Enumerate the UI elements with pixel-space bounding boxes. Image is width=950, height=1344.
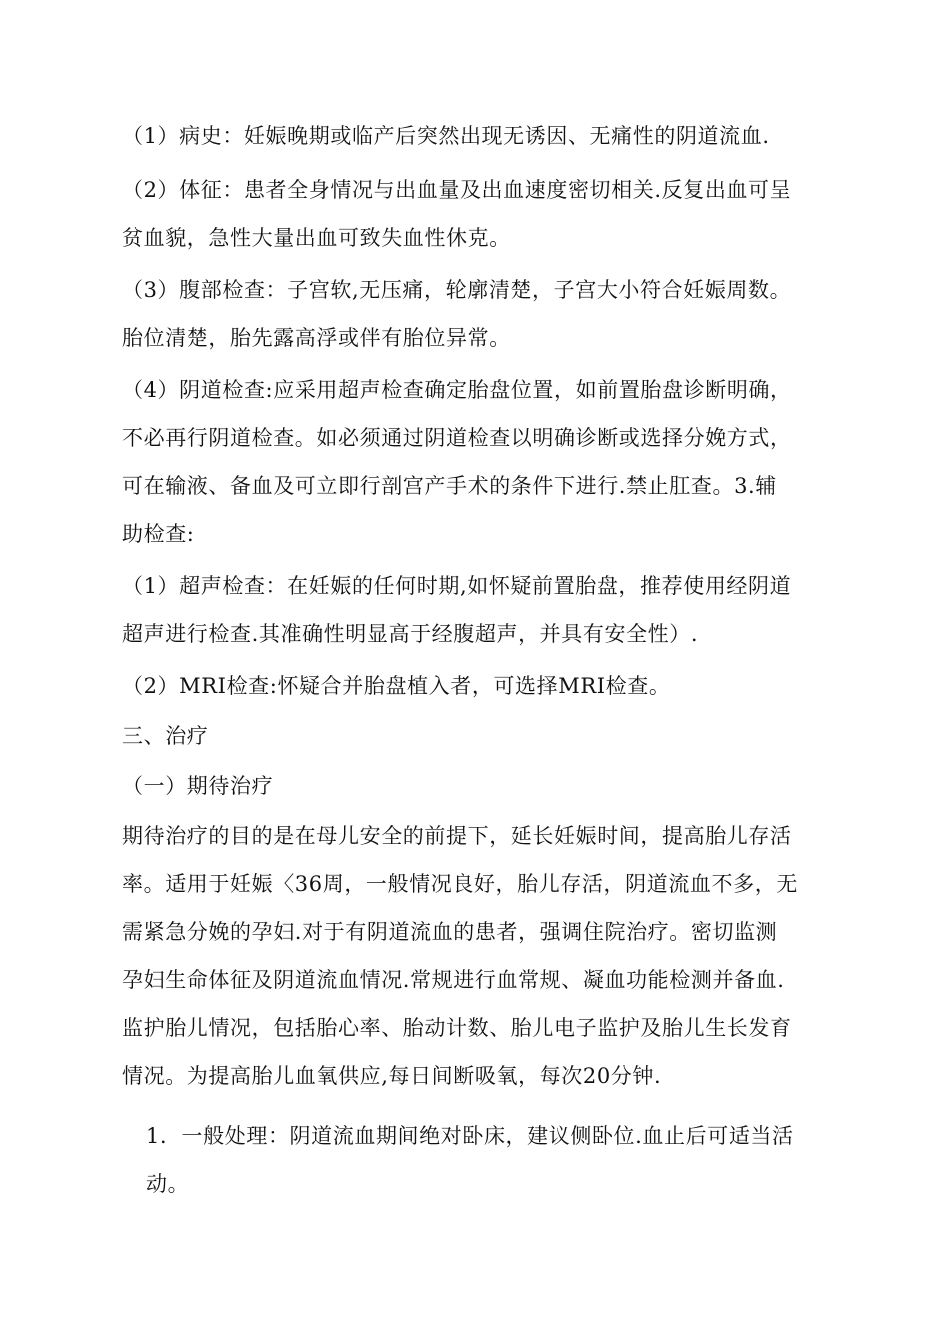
paragraph-ultrasound (122, 562, 832, 658)
text-line: （4）阴道检查:应采用超声检查确定胎盘位置，如前置胎盘诊断明确， (122, 378, 792, 402)
text-line: 1．一般处理：阴道流血期间绝对卧床，建议侧卧位.血止后可适当活 (146, 1124, 794, 1148)
paragraph-signs (122, 166, 832, 262)
paragraph-mri (122, 662, 832, 710)
text-line: 三、治疗 (122, 724, 209, 748)
text-line: 监护胎儿情况，包括胎心率、胎动计数、胎儿电子监护及胎儿生长发育 (122, 1016, 792, 1040)
text-line: 率。适用于妊娠〈36周，一般情况良好，胎儿存活，阴道流血不多，无 (122, 872, 798, 896)
list-item-general-care (146, 1112, 832, 1208)
paragraph-vaginal-exam (122, 366, 832, 558)
text-line: （1）超声检查：在妊娠的任何时期,如怀疑前置胎盘，推荐使用经阴道 (122, 574, 792, 598)
paragraph-history (122, 112, 832, 160)
paragraph-abdominal-exam (122, 266, 832, 362)
text-line: 超声进行检查.其准确性明显高于经腹超声，并具有安全性）. (122, 622, 699, 646)
text-line: 需紧急分娩的孕妇.对于有阴道流血的患者，强调住院治疗。密切监测 (122, 920, 778, 944)
text-line: （3）腹部检查：子宫软,无压痛，轮廓清楚，子宫大小符合妊娠周数。 (122, 278, 792, 302)
text-line: 不必再行阴道检查。如必须通过阴道检查以明确诊断或选择分娩方式， (122, 426, 792, 450)
section-heading-treatment (122, 712, 832, 760)
text-line: （2）MRI检查:怀疑合并胎盘植入者，可选择MRI检查。 (122, 674, 671, 698)
subsection-heading-expectant (122, 762, 832, 810)
text-line: 期待治疗的目的是在母儿安全的前提下，延长妊娠时间，提高胎儿存活 (122, 824, 792, 848)
text-line: （2）体征：患者全身情况与出血量及出血速度密切相关.反复出血可呈 (122, 178, 792, 202)
text-line: 情况。为提高胎儿血氧供应,每日间断吸氧，每次20分钟. (122, 1064, 662, 1088)
paragraph-expectant-treatment (122, 812, 832, 1100)
text-line: 助检查: (122, 522, 195, 546)
text-line: （一）期待治疗 (122, 774, 274, 798)
text-line: 可在输液、备血及可立即行剖宫产手术的条件下进行.禁止肛查。3.辅 (122, 474, 777, 498)
text-line: 孕妇生命体征及阴道流血情况.常规进行血常规、凝血功能检测并备血. (122, 968, 785, 992)
text-line: 动。 (146, 1172, 190, 1196)
text-line: （1）病史：妊娠晚期或临产后突然出现无诱因、无痛性的阴道流血. (122, 124, 770, 148)
text-line: 贫血貌，急性大量出血可致失血性休克。 (122, 226, 511, 250)
text-line: 胎位清楚，胎先露高浮或伴有胎位异常。 (122, 326, 511, 350)
